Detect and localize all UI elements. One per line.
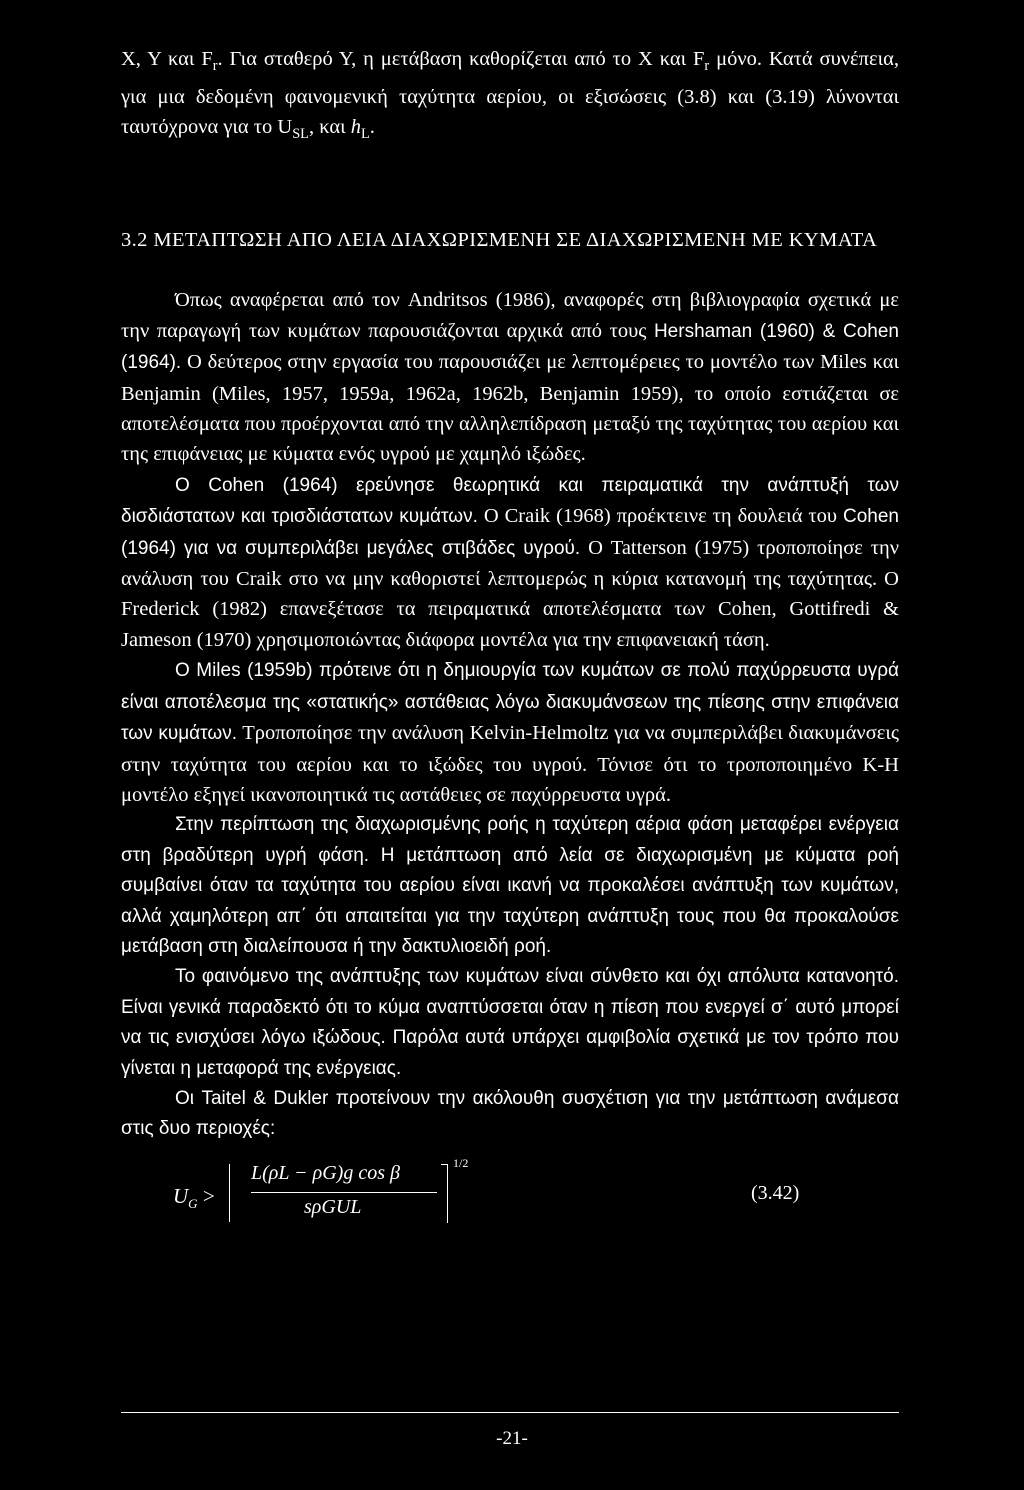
subscript: L [360, 126, 370, 142]
subscript: r [212, 58, 218, 75]
equation-numerator: L(ρL − ρG)g cos β [251, 1161, 400, 1184]
subscript: SL [292, 126, 309, 142]
symbol-h: h [350, 115, 361, 138]
spacer [121, 256, 899, 285]
paragraph-2 [121, 470, 899, 655]
fraction-bar [251, 1192, 437, 1193]
paragraph-1 [121, 285, 899, 469]
paragraph-3 [121, 655, 899, 810]
paragraph-text: Τροποποίησε την ανάλυση Kelvin-Helmoltz για να συμπεριλάβει διακυμάνσεις στην ταχύτητα του αερίου και το ιξώδες του υγρού. Τόνισε ότι το τροποποιημένο K-H μοντέλο εξηγεί ικανοποιητικά τις αστάθειες σε παχύρρευστα υγρά. [121, 722, 899, 806]
page-number: -21- [496, 1428, 528, 1449]
equation-relation: > [202, 1183, 215, 1208]
intro-text: μόνο. Κατά συνέπεια, για μια δεδομένη φαινομενική ταχύτητα αερίου, οι εξισώσεις (3.8) και (3.19) λύνονται ταυτόχρονα για το U [121, 48, 899, 138]
equation-lhs [173, 1184, 215, 1212]
equation-denominator: sρGUL [304, 1195, 362, 1218]
section-heading: 3.2 ΜΕΤΑΠΤΩΣΗ ΑΠΟ ΛΕΙΑ ΔΙΑΧΩΡΙΣΜΕΝΗ ΣΕ ΔΙΑΧΩΡΙΣΜΕΝΗ ΜΕ ΚΥΜΑΤΑ [121, 229, 878, 252]
paragraph-text-sans: Ο Miles (1959b) πρότεινε ότι η δημιουργία των κυμάτων σε πολύ παχύρρευστα υγρά είναι αποτέλεσμα της «στατικής» αστάθειας λόγω διακυμάνσεων της πίεσης στην επιφάνεια των κυμάτων. [121, 660, 899, 745]
bracket-left [229, 1164, 236, 1222]
bracket-right [441, 1164, 448, 1223]
paragraph-text: Όπως αναφέρεται από τον Andritsos (1986), αναφορές στη βιβλιογραφία σχετικά με την παραγωγή των κυμάτων παρουσιάζονται αρχικά από τους [121, 289, 899, 342]
paragraph-text: Ο Craik (1968) προέκτεινε τη δουλειά του [477, 505, 843, 528]
page-content [121, 44, 899, 1240]
paragraph-text-sans: Cohen (1964) για να συμπεριλάβει μεγάλες στιβάδες υγρού. [121, 506, 899, 559]
equation-3-42 [121, 1155, 899, 1240]
intro-text: , και [308, 115, 351, 138]
intro-text: . Για σταθερό Υ, η μετάβαση καθορίζεται από το Χ και F [217, 48, 705, 70]
equation-lhs-subscript: G [188, 1195, 198, 1211]
intro-paragraph [121, 44, 899, 149]
subscript: r [704, 58, 710, 75]
paragraph-text-sans: Ο Cohen (1964) ερεύνησε θεωρητικά και πειραματικά την ανάπτυξή των δισδιάστατων και τρισδιάστατων κυμάτων. [121, 474, 899, 528]
equation-number: (3.42) [751, 1181, 800, 1204]
footer-rule [121, 1412, 899, 1413]
paragraph-4: Στην περίπτωση της διαχωρισμένης ροής η ταχύτερη αέρια φάση μεταφέρει ενέργεια στη βραδύτερη υγρή φάση. Η μετάπτωση από λεία σε διαχωρισμένη με κύματα ροή συμβαίνει όταν τα ταχύτητα του αερίου είναι ικανή να προκαλέσει ανάπτυξη των κυμάτων, αλλά χαμηλότερη απ΄ ότι απαιτείται για την ταχύτερη ανάπτυξη τους που θα προκαλούσε μετάβαση στη διαλείπουσα ή την δακτυλιοειδή ροή. [121, 814, 899, 957]
paragraph-text: Ο δεύτερος στην εργασία του παρουσιάζει με λεπτομέρειες το μοντέλο των Miles και Benjamin (Miles, 1957, 1959a, 1962a, 1962b, Benjamin 1959), το οποίο εστιάζεται σε αποτελέσματα που προέρχονται από την αλληλεπίδραση μεταξύ της ταχύτητας του αερίου και της επιφάνειας με κύματα ενός υγρού με χαμηλό ιξώδες. [121, 351, 899, 466]
paragraph-5: Το φαινόμενο της ανάπτυξης των κυμάτων είναι σύνθετο και όχι απόλυτα κατανοητό. Είναι γενικά παραδεκτό ότι το κύμα αναπτύσσεται όταν η πίεση που ενεργεί σ΄ αυτό μπορεί να τις ενισχύσει λόγω ιξώδους. Παρόλα αυτά υπάρχει αμφιβολία σχετικά με τον τρόπο που γίνεται η μεταφορά της ενέργειας. [121, 966, 899, 1079]
equation-exponent: 1/2 [453, 1155, 469, 1170]
paragraph-6: Οι Taitel & Dukler προτείνουν την ακόλουθη συσχέτιση για την μετάπτωση ανάμεσα στις δυο περιοχές: [121, 1087, 899, 1140]
intro-text: Χ, Υ και F [121, 48, 213, 70]
equation-lhs-symbol: U [173, 1183, 189, 1208]
paragraph-text-sans: Hershaman (1960) & Cohen (1964). [121, 320, 899, 374]
intro-text: . [369, 115, 375, 138]
paragraph-text: Ο Tatterson (1975) τροποποίησε την ανάλυση του Craik στο να μην καθοριστεί λεπτομερώς η κύρια κατανομή της ταχύτητας. Ο Frederick (1982) επανεξέτασε τα πειραματικά αποτελέσματα των Cohen, Gottifredi & Jameson (1970) χρησιμοποιώντας διάφορα μοντέλα για την επιφανειακή τάση. [121, 536, 899, 651]
